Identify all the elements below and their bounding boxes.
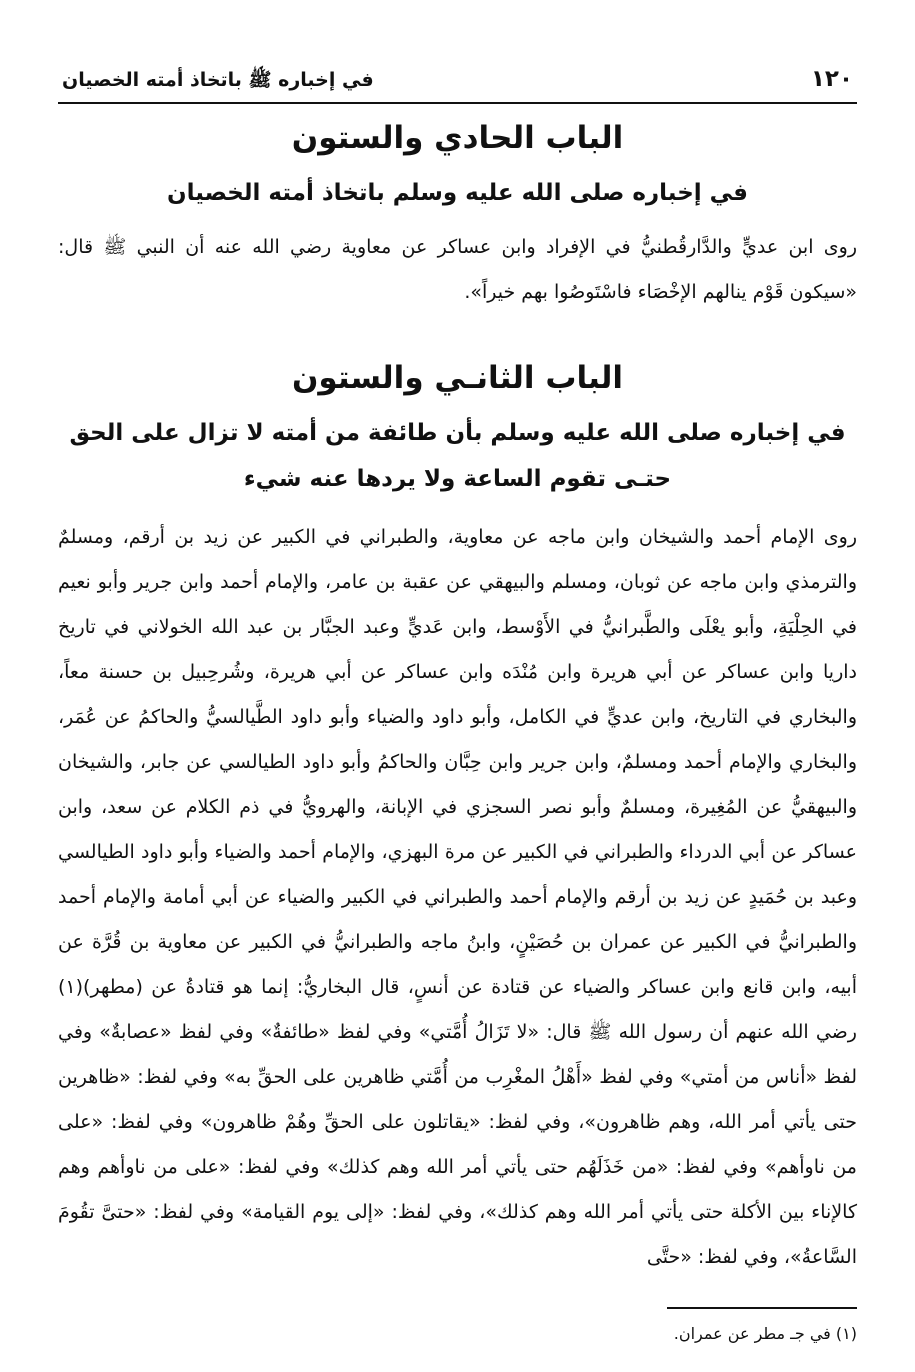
footnote: (١) في جـ مطر عن عمران. (673, 1324, 857, 1343)
chapter-62-paragraph: روى الإمام أحمد والشيخان وابن ماجه عن معاوية، والطبراني في الكبير عن زيد بن أرقم، ومسلمٌ والترمذي وابن ماجه عن ثوبان، ومسلم والبيهقي عن عقبة بن عامر، والإمام أحمد وابن جرير وأبو نعيم في الحِلْيَةِ، وأبو يعْلَى والطَّبرانيُّ في الأَوْسط، وابن عَديٍّ وعبد الجبَّار بن عبد الله الخولاني في تاريخ داريا وابن عساكر عن أبي هريرة وابن مُنْدَه وابن عساكر عن أبي هريرة، وشُرحِبيل بن حسنة معاً، والبخاري في التاريخ، وابن عديٍّ في الكامل، وأبو داود والضياء وأبو داود الطَّيالسيُّ والحاكمُ عن عُمَر، والبخاري والإمام أحمد ومسلمٌ، وابن جرير وابن حِبَّان والحاكمُ وأبو داود الطيالسي عن جابر، والشيخان والبيهقيُّ عن المُغِيرة، ومسلمٌ وأبو نصر السجزي في الإبانة، والهرويُّ في ذم الكلام عن سعد، وابن عساكر عن أبي الدرداء والطبراني في الكبير عن مرة البهزي، والإمام أحمد والضياء وأبو داود الطيالسي وعبد بن حُمَيدٍ عن زيد بن أرقم والإمام أحمد والطبراني في الكبير والضياء عن أبي أمامة والإمام أحمد والطبرانيُّ في الكبير عن عمران بن حُصَيْنٍ، وابنُ ماجه والطبرانيُّ في الكبير عن معاوية بن قُرَّة عن أبيه، وابن قانع وابن عساكر والضياء عن قتادة عن أنسٍ، قال البخاريُّ: إنما هو قتادةُ عن (مطهر)(١) رضي الله عنهم أن رسول الله ﷺ قال: «لا تَزَالُ أُمَّتي» وفي لفظ «طائفةٌ» وفي لفظ «عصابةٌ» وفي لفظ «أناس من أمتي» وفي لفظ «أَهْلُ المغْرِب من أُمَّتي ظاهرين على الحقِّ به» وفي لفظ: «ظاهرين حتى يأتي أمر الله، وهم ظاهرون»، وفي لفظ: «يقاتلون على الحقِّ وهُمْ ظاهرون» وفي لفظ: «على من ناوأهم» وفي لفظ: «من خَذَلَهُم حتى يأتي أمر الله وهم كذلك» وفي لفظ: «على من ناوأهم وهم كالإناء بين الأكلة حتى يأتي أمر الله وهم كذلك»، وفي لفظ: «إلى يوم القيامة» وفي لفظ: «حتىَّ تقُومَ السَّاعةُ»، وفي لفظ: «حتَّى (58, 526, 857, 1268)
chapter-62-title: الباب الثانـي والستون (291, 360, 624, 396)
footnote-divider (667, 1307, 857, 1309)
running-title: في إخباره ﷺ باتخاذ أمته الخصيان (62, 69, 374, 91)
page-number: ١٢٠ (810, 66, 853, 92)
running-header (58, 62, 857, 104)
chapter-61-subtitle: في إخباره صلى الله عليه وسلم باتخاذ أمته الخصيان (166, 180, 748, 206)
chapter-61-title: الباب الحادي والستون (291, 120, 624, 156)
chapter-62-subtitle-line-2: حتـى تقوم الساعة ولا يردها عنه شيء (243, 466, 672, 492)
chapter-62-subtitle-line-1: في إخباره صلى الله عليه وسلم بأن طائفة من أمته لا تزال على الحق (69, 420, 846, 446)
chapter-61-paragraph: روى ابن عديٍّ والدَّارقُطنيُّ في الإفراد وابن عساكر عن معاوية رضي الله عنه أن النبي ﷺ قال: «سيكون قَوْم ينالهم الإخْصَاء فاسْتَوصُوا بهم خيراً». (58, 236, 857, 303)
